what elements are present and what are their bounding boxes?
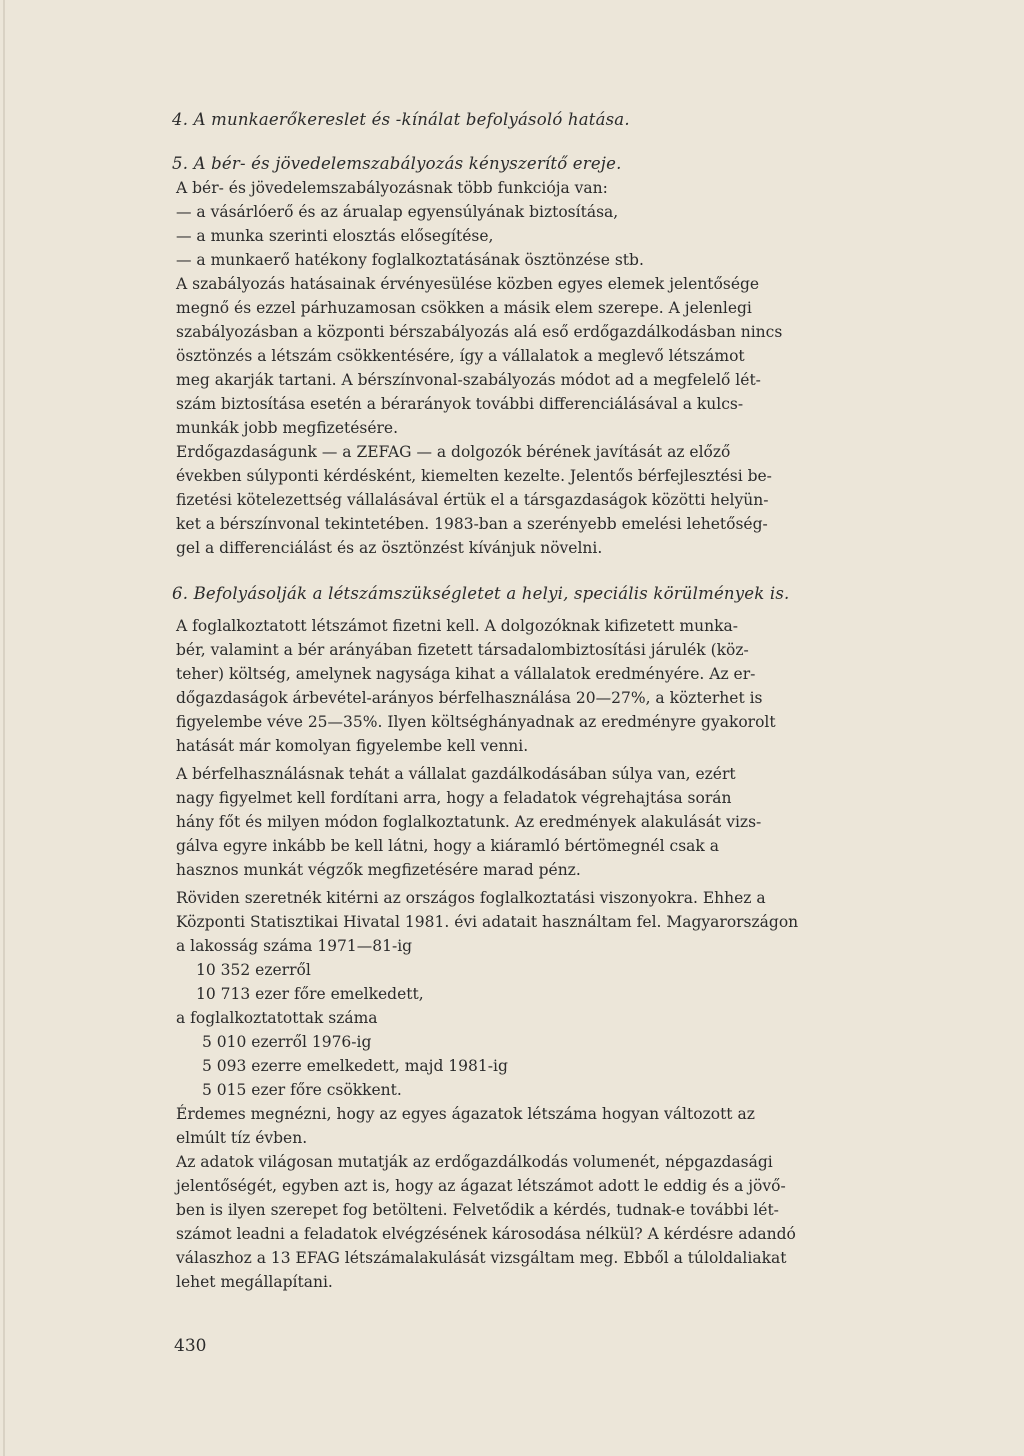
- employed-label: a foglalkoztatottak száma: [176, 1009, 378, 1027]
- text-line: nagy figyelmet kell fordítani arra, hogy a feladatok végrehajtása során: [176, 789, 732, 807]
- text-line: Röviden szeretnék kitérni az országos foglalkoztatási viszonyokra. Ehhez a: [176, 889, 766, 907]
- text-line: szám biztosítása esetén a bérarányok további differenciálásával a kulcs-: [176, 395, 744, 413]
- text-line: hatását már komolyan figyelembe kell venni.: [176, 737, 529, 755]
- text-line: ben is ilyen szerepet fog betölteni. Felvetődik a kérdés, tudnak-e további lét-: [176, 1201, 779, 1219]
- employment-figures: [202, 1030, 924, 1102]
- list-item: — a vásárlóerő és az árualap egyensúlyának biztosítása,: [176, 203, 619, 221]
- section-heading-5: 5. A bér- és jövedelemszabályozás kényszerítő ereje.: [172, 154, 622, 173]
- figure-line: 10 713 ezer főre emelkedett,: [196, 985, 424, 1003]
- paragraph-functions-intro: A bér- és jövedelemszabályozásnak több funkciója van:: [176, 179, 608, 197]
- section-heading-6: 6. Befolyásolják a létszámszükségletet a helyi, speciális körülmények is.: [172, 584, 790, 603]
- text-line: gel a differenciálást és az ösztönzést kívánjuk növelni.: [176, 539, 603, 557]
- text-line: a lakosság száma 1971—81-ig: [176, 937, 413, 955]
- text-line: fizetési kötelezettség vállalásával értük el a társgazdaságok közötti helyün-: [176, 491, 769, 509]
- text-line: hány főt és milyen módon foglalkoztatunk. Az eredmények alakulását vizs-: [176, 813, 762, 831]
- section-heading-4: 4. A munkaerőkereslet és -kínálat befolyásoló hatása.: [172, 110, 630, 129]
- paragraph-employment: [176, 886, 924, 958]
- text-line: jelentőségét, egyben azt is, hogy az ágazat létszámot adott le eddig és a jövő-: [176, 1177, 786, 1195]
- text-line: számot leadni a feladatok elvégzésének károsodása nélkül? A kérdésre adandó: [176, 1225, 796, 1243]
- list-item: — a munka szerinti elosztás elősegítése,: [176, 227, 494, 245]
- text-line: lehet megállapítani.: [176, 1273, 333, 1291]
- text-line: válaszhoz a 13 EFAG létszámalakulását vizsgáltam meg. Ebből a túloldaliakat: [176, 1249, 787, 1267]
- text-line: szabályozásban a központi bérszabályozás alá eső erdőgazdálkodásban nincs: [176, 323, 783, 341]
- functions-list: [176, 200, 924, 272]
- text-line: ösztönzés a létszám csökkentésére, így a vállalatok a meglevő létszámot: [176, 347, 745, 365]
- text-line: ket a bérszínvonal tekintetében. 1983-ban a szerényebb emelési lehetőség-: [176, 515, 768, 533]
- paragraph-wage-usage: [176, 762, 924, 882]
- text-line: A szabályozás hatásainak érvényesülése közben egyes elemek jelentősége: [176, 275, 760, 293]
- paragraph-regulation: [176, 272, 924, 440]
- text-line: dőgazdaságok árbevétel-arányos bérfelhasználása 20—27%, a közterhet is: [176, 689, 763, 707]
- text-line: figyelembe véve 25—35%. Ilyen költséghányadnak az eredményre gyakorolt: [176, 713, 776, 731]
- text-line: megnő és ezzel párhuzamosan csökken a másik elem szerepe. A jelenlegi: [176, 299, 752, 317]
- text-column: [172, 108, 924, 1294]
- figure-line: 5 015 ezer főre csökkent.: [202, 1081, 402, 1099]
- text-line: Érdemes megnézni, hogy az egyes ágazatok létszáma hogyan változott az: [176, 1105, 755, 1123]
- figure-line: 5 010 ezerről 1976-ig: [202, 1033, 372, 1051]
- text-line: bér, valamint a bér arányában fizetett társadalombiztosítási járulék (köz-: [176, 641, 749, 659]
- text-line: hasznos munkát végzők megfizetésére marad pénz.: [176, 861, 581, 879]
- figure-line: 10 352 ezerről: [196, 961, 311, 979]
- text-line: munkák jobb megfizetésére.: [176, 419, 399, 437]
- text-line: években súlyponti kérdésként, kiemelten kezelte. Jelentős bérfejlesztési be-: [176, 467, 772, 485]
- text-line: meg akarják tartani. A bérszínvonal-szabályozás módot ad a megfelelő lét-: [176, 371, 761, 389]
- text-line: teher) költség, amelynek nagysága kihat a vállalatok eredményére. Az er-: [176, 665, 756, 683]
- figure-line: 5 093 ezerre emelkedett, majd 1981-ig: [202, 1057, 508, 1075]
- text-line: Központi Statisztikai Hivatal 1981. évi adatait használtam fel. Magyarországon: [176, 913, 799, 931]
- text-line: elmúlt tíz évben.: [176, 1129, 308, 1147]
- text-line: Az adatok világosan mutatják az erdőgazdálkodás volumenét, népgazdasági: [176, 1153, 773, 1171]
- text-line: gálva egyre inkább be kell látni, hogy a kiáramló bértömegnél csak a: [176, 837, 719, 855]
- page-number: 430: [174, 1336, 207, 1356]
- text-line: A bérfelhasználásnak tehát a vállalat gazdálkodásában súlya van, ezért: [176, 765, 736, 783]
- paragraph-wage-costs: [176, 614, 924, 758]
- paragraph-sectors: [176, 1102, 924, 1150]
- population-figures: [196, 958, 924, 1006]
- list-item: — a munkaerő hatékony foglalkoztatásának ösztönzése stb.: [176, 251, 644, 269]
- paragraph-conclusion: [176, 1150, 924, 1294]
- paragraph-zefag: [176, 440, 924, 560]
- page-edge-line: [3, 0, 5, 1456]
- text-line: Erdőgazdaságunk — a ZEFAG — a dolgozók bérének javítását az előző: [176, 443, 731, 461]
- text-line: A foglalkoztatott létszámot fizetni kell. A dolgozóknak kifizetett munka-: [176, 617, 738, 635]
